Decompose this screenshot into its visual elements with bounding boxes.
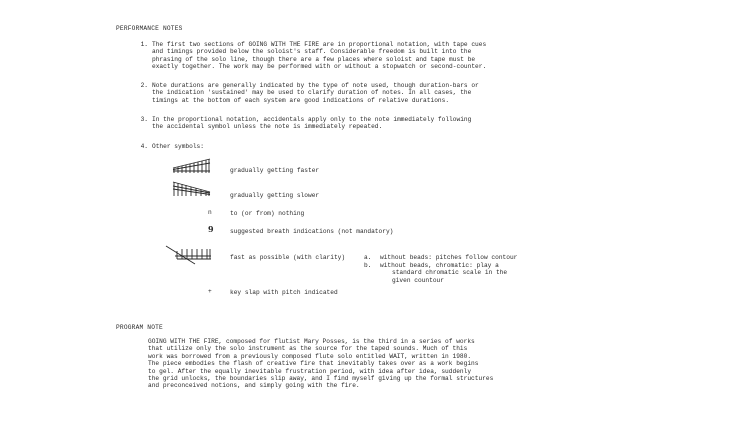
symbol-label-fast: fast as possible (with clarity) (230, 254, 346, 261)
note-line: and timings provided below the soloist's staff. Considerable freedom is built into the (152, 48, 472, 56)
note-number-3: 3. (140, 116, 148, 123)
note-number-1: 1. (140, 41, 148, 48)
performance-notes-heading: PERFORMANCE NOTES (116, 25, 183, 32)
program-note-line: that utilize only the solo instrument as the source for the taped sounds. Much of this (148, 345, 468, 353)
note-line: The first two sections of GOING WITH THE FIRE are in proportional notation, with tape cues (152, 41, 487, 48)
program-note-line: the grid unlocks, the boundaries slip away, and I find myself giving up the formal structures (148, 375, 494, 383)
option-line: without beads, chromatic: play a (380, 262, 499, 269)
breath-mark-symbol: 9 (208, 224, 214, 234)
program-note-line: GOING WITH THE FIRE, composed for flutist Mary Posses, is the third in a series of works (148, 338, 475, 345)
ritardando-beam-icon (172, 180, 212, 198)
symbol-label-faster: gradually getting faster (230, 167, 320, 174)
option-marker-b: b. (364, 262, 372, 269)
fast-as-possible-beam-icon (165, 244, 213, 266)
note-line: Note durations are generally indicated by the type of note used, though duration-bars or (152, 82, 479, 89)
option-line: given countour (392, 276, 444, 284)
program-note-heading: PROGRAM NOTE (116, 324, 163, 331)
accelerando-beam-icon (172, 157, 212, 174)
key-slap-symbol: + (208, 288, 212, 295)
note-line: In the proportional notation, accidentals apply only to the note immediately following (152, 116, 472, 123)
program-note-line: The piece embodies the flash of creative fire that inevitably takes over as a work begins (148, 360, 479, 368)
program-note-line: and preconceived notions, and simply going with the fire. (148, 382, 360, 390)
note-line: phrasing of the solo line, though there are a few places where soloist and tape must be (152, 55, 476, 63)
note-paragraph-2 (152, 82, 479, 104)
symbol-label-key-slap: key slap with pitch indicated (230, 289, 338, 296)
symbol-label-breath: suggested breath indications (not mandatory) (230, 228, 394, 235)
program-note-line: to gel. After the equally inevitable frustration period, with idea after idea, suddenly (148, 367, 472, 375)
symbol-label-slower: gradually getting slower (230, 192, 320, 199)
note-line: the indication 'sustained' may be used to clarify duration of notes. In all cases, the (152, 89, 472, 97)
note-paragraph-1 (152, 41, 486, 71)
note-number-4: 4. (140, 143, 148, 150)
note-line: the accidental symbol unless the note is immediately repeated. (152, 123, 383, 131)
option-text-b (380, 262, 507, 284)
niente-symbol: n (208, 209, 212, 216)
program-note-line: work was borrowed from a previously composed flute solo entitled WAIT, written in 1980. (148, 352, 472, 360)
option-line: standard chromatic scale in the (392, 269, 508, 277)
program-note-paragraph (148, 338, 493, 390)
symbol-label-nothing: to (or from) nothing (230, 210, 305, 217)
option-marker-a: a. (364, 254, 372, 261)
other-symbols-title: Other symbols: (152, 143, 204, 150)
note-line: timings at the bottom of each system are good indications of relative durations. (152, 96, 450, 104)
note-number-2: 2. (140, 82, 148, 89)
note-paragraph-3 (152, 116, 471, 131)
note-line: exactly together. The work may be performed with or without a stopwatch or second-counter. (152, 63, 487, 71)
option-text-a: without beads: pitches follow contour (380, 254, 518, 261)
